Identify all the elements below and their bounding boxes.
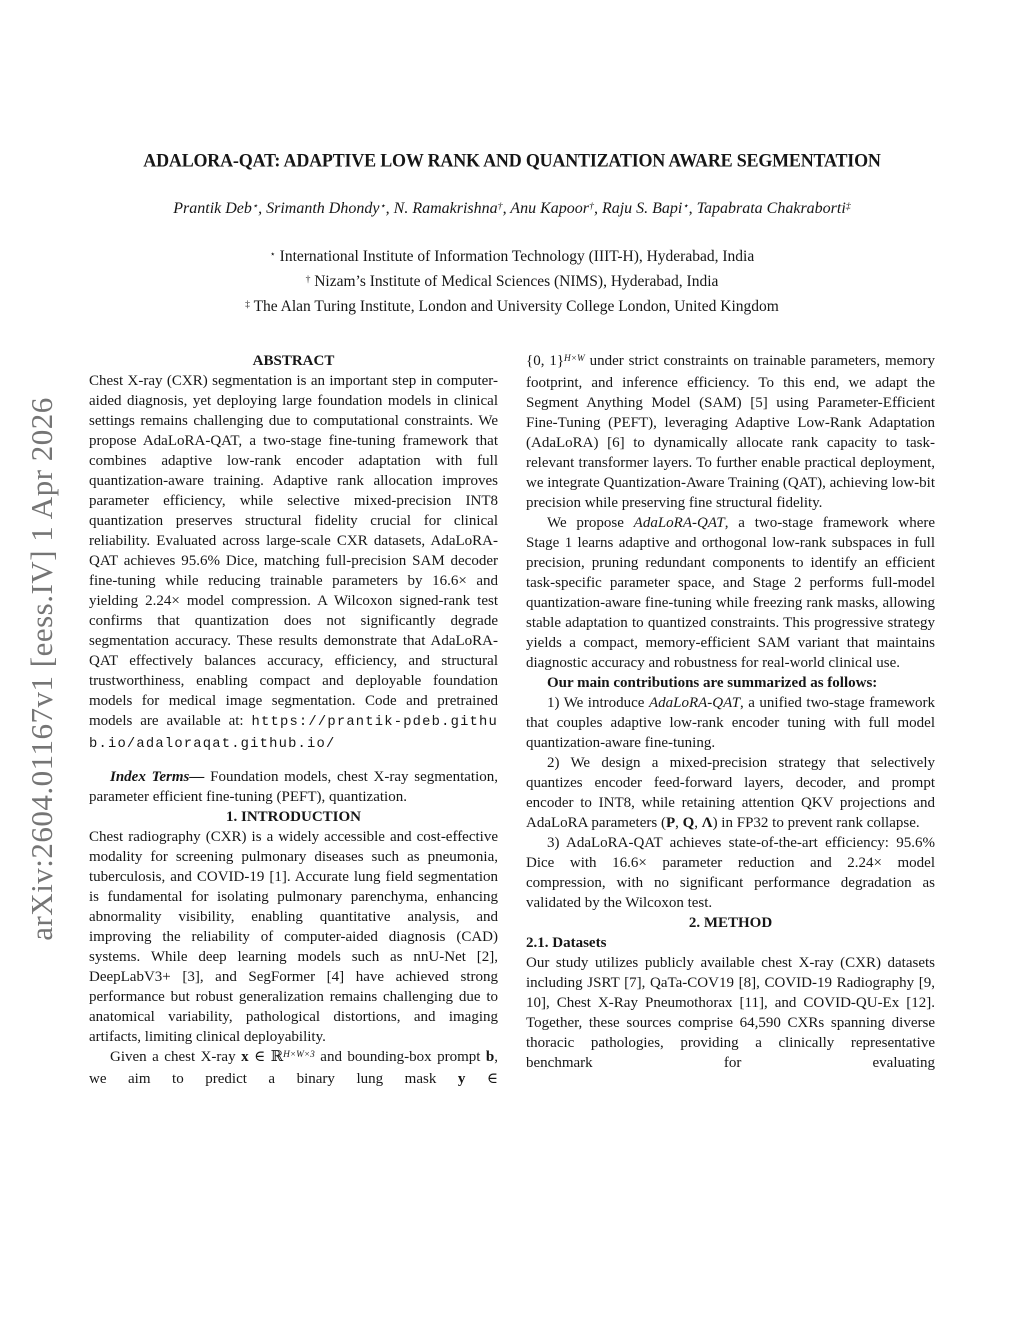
datasets-paragraph: Our study utilizes publicly available chest X-ray (CXR) datasets including JSRT [7], QaTa-COV19 [8], COVID-19 Radiography [9, 10], Chest X-Ray Pneumothorax [11], and COVID-QU-Ex [12]. Together, these sources comprise 64,590 CXRs spanning diverse thoracic pathologies, providing a clinically representative benchmark for evaluating (526, 955, 935, 1071)
intro-paragraph-2: Given a chest X-ray x ∈ ℝ$^{H\times W\times 3}$ and bounding-box prompt b, we aim to predict a binary lung mask y ∈ (89, 1049, 498, 1087)
method-heading: 2. METHOD (688, 915, 773, 931)
proposal-paragraph: We propose AdaLoRA-QAT, a two-stage framework where Stage 1 learns adaptive and orthogonal low-rank subspaces in full precision, pruning redundant components to identify an efficient task-specific parameter space, and Stage 2 performs full-model quantization-aware fine-tuning while freezing rank masks, allowing stable adaptation to quantized constraints. This progressive strategy yields a compact, memory-efficient SAM variant that maintains diagnostic accuracy and robustness for real-world clinical use. (526, 515, 936, 671)
paper-url[interactable]: https://prantik-pdeb.github.io/adaloraqat.github.io/ (89, 715, 498, 752)
contribution-2: 2) We design a mixed-precision strategy that selectively quantizes encoder feed-forward layers, decoder, and prompt encoder to INT8, while retaining attention QKV projections and AdaLoRA parameters (P, Q, Λ) in FP32 to prevent rank collapse. (526, 755, 935, 831)
paper-title: ADALORA-QAT: ADAPTIVE LOW RANK AND QUANTIZATION AWARE SEGMENTATION (143, 149, 881, 171)
index-terms-paragraph: Index Terms— Foundation models, chest X-ray segmentation, parameter efficient fine-tuning (PEFT), quantization. (89, 769, 499, 805)
paper-header (0, 0, 1024, 320)
intro-paragraph-1: Chest radiography (CXR) is a widely accessible and cost-effective modality for screening pulmonary diseases such as pneumonia, tuberculosis, and COVID-19 [1]. Accurate lung field segmentation is fundamental for isolating pulmonary parenchyma, enhancing abnormality visibility, enabling quantitative analysis, and improving the reliability of computer-aided diagnosis (CAD) systems. While deep learning models such as nnU-Net [2], DeepLabV3+ [3], and SegFormer [4] have achieved strong performance but robust generalization remains challenging due to anatomical variability, pathological distortions, and imaging artifacts, limiting clinical deployability. (89, 829, 498, 1045)
affiliation-nims: † Nizam’s Institute of Medical Sciences (NIMS), Hyderabad, India (305, 273, 719, 290)
affiliations (0, 245, 1024, 320)
affiliation-iiith: ⋆ International Institute of Information Technology (IIIT-H), Hyderabad, India (269, 248, 755, 265)
two-column-body (0, 351, 1024, 1231)
continuation-paragraph: {0, 1}$^{H\times W}$ under strict constraints on trainable parameters, memory footprint, and inference efficiency. To this end, we adapt the Segment Anything Model (SAM) [5] using Parameter-Efficient Fine-Tuning (PEFT), leveraging Adaptive Low-Rank Adaptation (AdaLoRA) [6] to dynamically allocate rank capacity to task-relevant transformer layers. To further enable practical deployment, we integrate Quantization-Aware Training (QAT), achieving low-bit precision while preserving fine structural fidelity. (526, 353, 935, 511)
datasets-heading: 2.1. Datasets (526, 935, 607, 951)
right-column (526, 351, 935, 1231)
left-column (89, 351, 498, 1231)
contribution-1: 1) We introduce AdaLoRA-QAT, a unified two-stage framework that couples adaptive low-rank encoder tuning with full model quantization-aware fine-tuning. (526, 695, 935, 751)
authors-line: Prantik Deb⋆, Srimanth Dhondy⋆, N. Ramakrishna†, Anu Kapoor†, Raju S. Bapi⋆, Tapabrata Chakraborti‡ (173, 200, 851, 217)
contributions-lead: Our main contributions are summarized as follows: (547, 675, 878, 691)
abstract-heading: ABSTRACT (252, 353, 335, 369)
contribution-3: 3) AdaLoRA-QAT achieves state-of-the-art efficiency: 95.6% Dice with 16.6× parameter reduction and 2.24× model compression, with no significant performance degradation as validated by the Wilcoxon test. (526, 835, 935, 911)
abstract-paragraph: Chest X-ray (CXR) segmentation is an important step in computer-aided diagnosis, yet deploying large foundation models in clinical settings remains challenging due to computational constraints. We propose AdaLoRA-QAT, a two-stage fine-tuning framework that combines adaptive low-rank encoder adaptation with full quantization-aware training. Adaptive rank allocation improves parameter efficiency, while selective mixed-precision INT8 quantization preserves structural fidelity crucial for clinical reliability. Evaluated across large-scale CXR datasets, AdaLoRA-QAT achieves 95.6% Dice, matching full-precision SAM decoder fine-tuning while reducing trainable parameters by 16.6× and yielding 2.24× model compression. A Wilcoxon signed-rank test confirms that quantization does not significantly degrade segmentation accuracy. These results demonstrate that AdaLoRA-QAT effectively balances accuracy, efficiency, and structural trustworthiness, enabling compact and deployable foundation models for medical image segmentation. Code and pretrained models are available at: https://prantik-pdeb.github.io/adaloraqat.github.io/ (89, 373, 498, 752)
arxiv-watermark: arXiv:2604.01167v1 [eess.IV] 1 Apr 2026 (24, 397, 59, 941)
introduction-heading: 1. INTRODUCTION (225, 809, 361, 825)
affiliation-turing: ‡ The Alan Turing Institute, London and University College London, United Kingdom (245, 298, 779, 315)
